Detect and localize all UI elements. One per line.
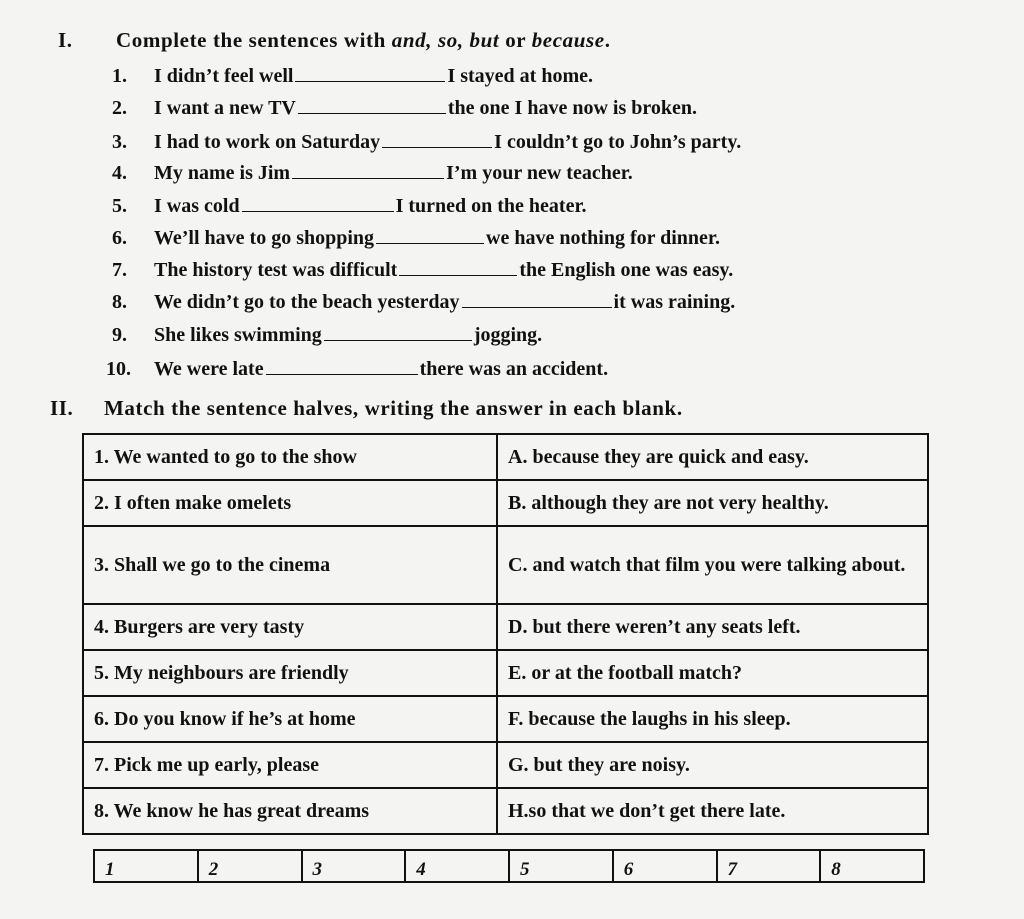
- sentence-first-half: 3. Shall we go to the cinema: [83, 526, 497, 604]
- table-row: [83, 696, 928, 742]
- sentence-second-half: G. but they are noisy.: [497, 742, 928, 788]
- sentence-after: the English one was easy.: [519, 259, 734, 281]
- sentence-number: 3.: [112, 131, 127, 153]
- sentence-after: the one I have now is broken.: [447, 97, 697, 119]
- sentence-first-half: 8. We know he has great dreams: [83, 788, 497, 834]
- section-2-instruction: Match the sentence halves, writing the answer in each blank.: [104, 396, 683, 420]
- sentence-number: 6.: [112, 227, 127, 249]
- answer-box[interactable]: 7: [717, 850, 821, 882]
- sentence-second-half: F. because the laughs in his sleep.: [497, 696, 928, 742]
- section-1-conj-list: and, so, but: [391, 28, 500, 52]
- sentence-before: I didn’t feel well: [154, 65, 294, 87]
- sentence-after: there was an accident.: [419, 358, 609, 380]
- sentence-item: [112, 255, 733, 285]
- sentence-before: We’ll have to go shopping: [154, 227, 375, 249]
- table-row: [83, 526, 928, 604]
- table-row: [83, 434, 928, 480]
- section-1-instruction-end: .: [604, 28, 611, 52]
- sentence-item: [112, 287, 735, 317]
- answer-box[interactable]: 3: [302, 850, 406, 882]
- answer-box[interactable]: 8: [820, 850, 924, 882]
- sentence-before: We were late: [154, 358, 264, 380]
- sentence-after: I stayed at home.: [447, 65, 593, 87]
- answer-blank[interactable]: [324, 322, 472, 341]
- sentence-number: 7.: [112, 259, 127, 281]
- sentence-number: 8.: [112, 291, 127, 313]
- answer-box[interactable]: 6: [613, 850, 717, 882]
- sentence-first-half: 6. Do you know if he’s at home: [83, 696, 497, 742]
- sentence-second-half: D. but there weren’t any seats left.: [497, 604, 928, 650]
- sentence-second-half: A. because they are quick and easy.: [497, 434, 928, 480]
- section-1-instruction-or: or: [499, 28, 532, 52]
- answer-blank[interactable]: [382, 129, 492, 148]
- sentence-item: [106, 354, 608, 384]
- answer-box[interactable]: 2: [198, 850, 302, 882]
- sentence-item: [112, 93, 697, 123]
- table-row: [83, 742, 928, 788]
- section-1-conj-last: because: [531, 28, 605, 52]
- section-2-heading: [50, 396, 683, 421]
- answer-blank[interactable]: [266, 356, 418, 375]
- sentence-before: I had to work on Saturday: [154, 131, 381, 153]
- table-row: [83, 788, 928, 834]
- section-1-instruction-pre: Complete the sentences with: [116, 28, 392, 52]
- sentence-item: [112, 61, 593, 91]
- sentence-item: [112, 191, 587, 221]
- sentence-before: I was cold: [154, 195, 240, 217]
- sentence-second-half: H.so that we don’t get there late.: [497, 788, 928, 834]
- answer-box[interactable]: 1: [94, 850, 198, 882]
- answer-blank[interactable]: [292, 160, 444, 179]
- sentence-number: 5.: [112, 195, 127, 217]
- sentence-number: 9.: [112, 324, 127, 346]
- sentence-after: jogging.: [473, 324, 543, 346]
- sentence-second-half: B. although they are not very healthy.: [497, 480, 928, 526]
- answer-blank[interactable]: [242, 193, 394, 212]
- answer-blank[interactable]: [295, 63, 445, 82]
- answer-box[interactable]: 5: [509, 850, 613, 882]
- sentence-before: My name is Jim: [154, 162, 291, 184]
- sentence-number: 4.: [112, 162, 127, 184]
- answer-box[interactable]: 4: [405, 850, 509, 882]
- section-1-heading: [58, 28, 611, 53]
- sentence-before: We didn’t go to the beach yesterday: [154, 291, 460, 313]
- sentence-first-half: 7. Pick me up early, please: [83, 742, 497, 788]
- answer-row: [94, 850, 924, 882]
- answer-blank[interactable]: [462, 289, 612, 308]
- sentence-number: 2.: [112, 97, 127, 119]
- sentence-first-half: 5. My neighbours are friendly: [83, 650, 497, 696]
- sentence-after: we have nothing for dinner.: [486, 227, 720, 249]
- answer-grid: [93, 849, 925, 883]
- table-row: [83, 604, 928, 650]
- table-row: [83, 480, 928, 526]
- sentence-first-half: 1. We wanted to go to the show: [83, 434, 497, 480]
- sentence-after: I turned on the heater.: [395, 195, 587, 217]
- section-1-number: I.: [58, 28, 73, 52]
- table-row: [83, 650, 928, 696]
- section-2-number: II.: [50, 396, 74, 420]
- answer-blank[interactable]: [399, 257, 517, 276]
- sentence-after: I’m your new teacher.: [446, 162, 633, 184]
- sentence-second-half: E. or at the football match?: [497, 650, 928, 696]
- answer-blank[interactable]: [376, 225, 484, 244]
- sentence-before: She likes swimming: [154, 324, 322, 346]
- sentence-after: I couldn’t go to John’s party.: [494, 131, 742, 153]
- sentence-before: The history test was difficult: [154, 259, 398, 281]
- sentence-number: 1.: [112, 65, 127, 87]
- matching-table: [82, 433, 929, 835]
- sentence-item: [112, 223, 720, 253]
- sentence-after: it was raining.: [613, 291, 736, 313]
- sentence-first-half: 4. Burgers are very tasty: [83, 604, 497, 650]
- answer-blank[interactable]: [298, 95, 446, 114]
- sentence-item: [112, 127, 741, 157]
- sentence-before: I want a new TV: [154, 97, 296, 119]
- sentence-number: 10.: [106, 358, 131, 380]
- sentence-item: [112, 320, 542, 350]
- sentence-first-half: 2. I often make omelets: [83, 480, 497, 526]
- sentence-item: [112, 158, 633, 188]
- sentence-second-half: C. and watch that film you were talking about.: [497, 526, 928, 604]
